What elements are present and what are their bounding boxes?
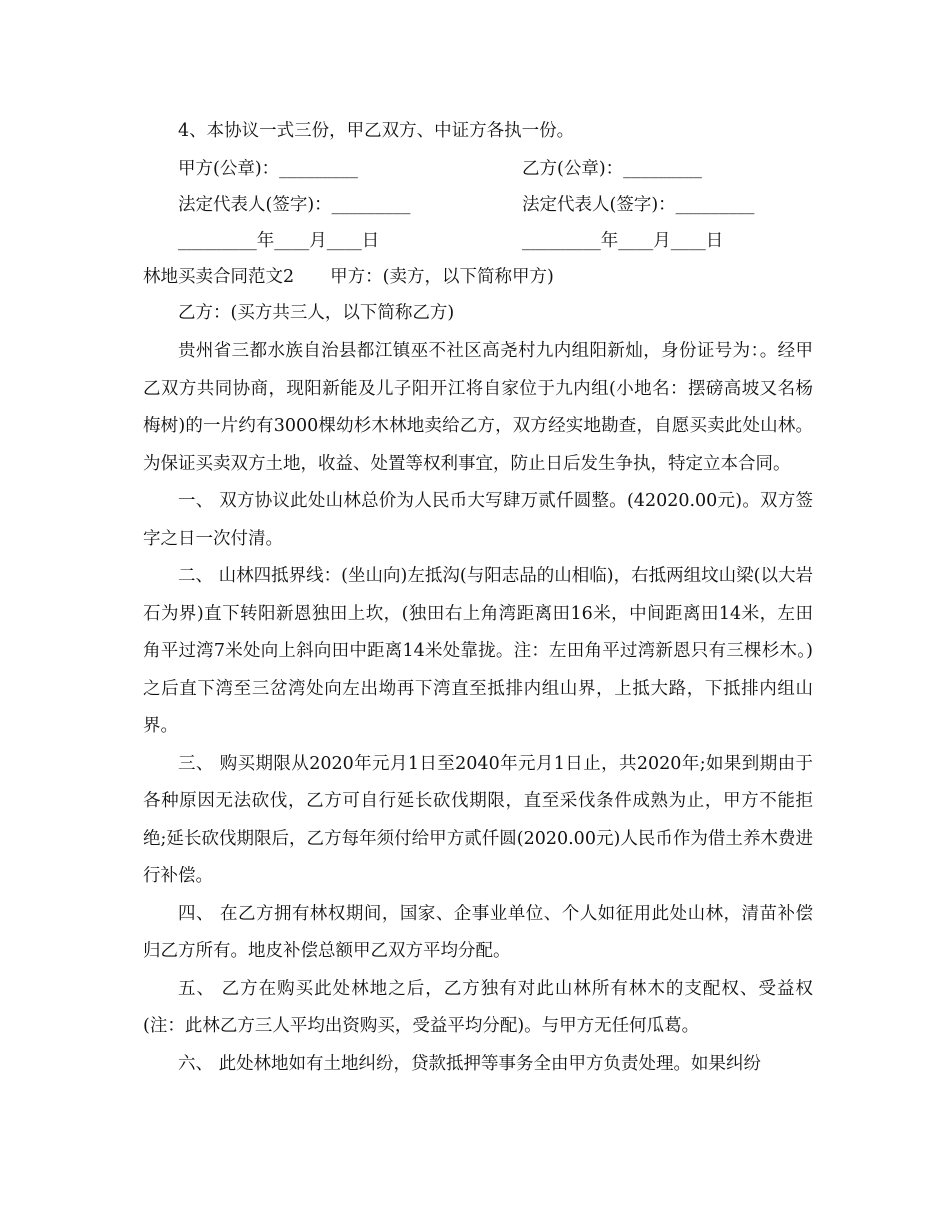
party-a-date-line: _________年____月____日 [178,231,380,251]
sample-2-header-row [143,266,554,288]
party-b-seal-line: 乙方(公章)：_________ [522,159,702,179]
clause-1-price: 一、 双方协议此处山林总价为人民币大写肆万贰仟圆整。(42020.00元)。双方签字之日一次付清。 [143,491,813,549]
party-b-definition: 乙方：(买方共三人，以下简称乙方) [178,303,455,323]
clause-5-rights: 五、 乙方在购买此处林地之后，乙方独有对此山林所有林木的支配权、受益权(注：此林乙方三人平均出资购买，受益平均分配)。与甲方无任何瓜葛。 [143,978,813,1036]
intro-paragraph: 贵州省三都水族自治县都江镇巫不社区高尧村九内组阳新灿，身份证号为：。经甲乙双方共同协商，现阳新能及儿子阳开江将自家位于九内组(小地名：摆磅高坡又名杨梅树)的一片约有3000棵幼杉木林地卖给乙方，双方经实地勘查，自愿买卖此处山林。为保证买卖双方土地，收益、处置等权利事宜，防止日后发生争执，特定立本合同。 [143,341,813,474]
clause-3-term: 三、 购买期限从2020年元月1日至2040年元月1日止，共2020年;如果到期由于各种原因无法砍伐，乙方可自行延长砍伐期限，直至采伐条件成熟为止，甲方不能拒绝;延长砍伐期限后，乙方每年须付给甲方贰仟圆(2020.00元)人民币作为借土养木费进行补偿。 [143,753,813,886]
clause-4-compensation: 四、 在乙方拥有林权期间，国家、企事业单位、个人如征用此处山林，清苗补偿归乙方所有。地皮补偿总额甲乙双方平均分配。 [143,903,813,961]
party-b-date-line: _________年____月____日 [522,231,724,251]
clause-2-boundaries: 二、 山林四抵界线：(坐山向)左抵沟(与阳志品的山相临)，右抵两组坟山梁(以大岩石为界)直下转阳新恩独田上坎，(独田右上角湾距离田16米，中间距离田14米，左田角平过湾7米处向上斜向田中距离14米处靠拢。注：左田角平过湾新恩只有三棵杉木。)之后直下湾至三岔湾处向左出坳再下湾直至抵排内组山界，上抵大路，下抵排内组山界。 [143,566,813,736]
party-a-rep-line: 法定代表人(签字)：_________ [178,195,411,215]
clause-6-disputes: 六、 此处林地如有土地纠纷，贷款抵押等事务全由甲方负责处理。如果纠纷 [178,1053,762,1074]
party-a-definition: 甲方：(卖方，以下简称甲方) [330,267,554,287]
party-a-seal-line: 甲方(公章)：_________ [178,159,358,179]
party-b-rep-line: 法定代表人(签字)：_________ [522,195,755,215]
sample-2-title: 林地买卖合同范文2 [143,267,295,287]
contract-body [143,333,813,1083]
clause-4: 4、本协议一式三份，甲乙双方、中证方各执一份。 [178,121,575,141]
